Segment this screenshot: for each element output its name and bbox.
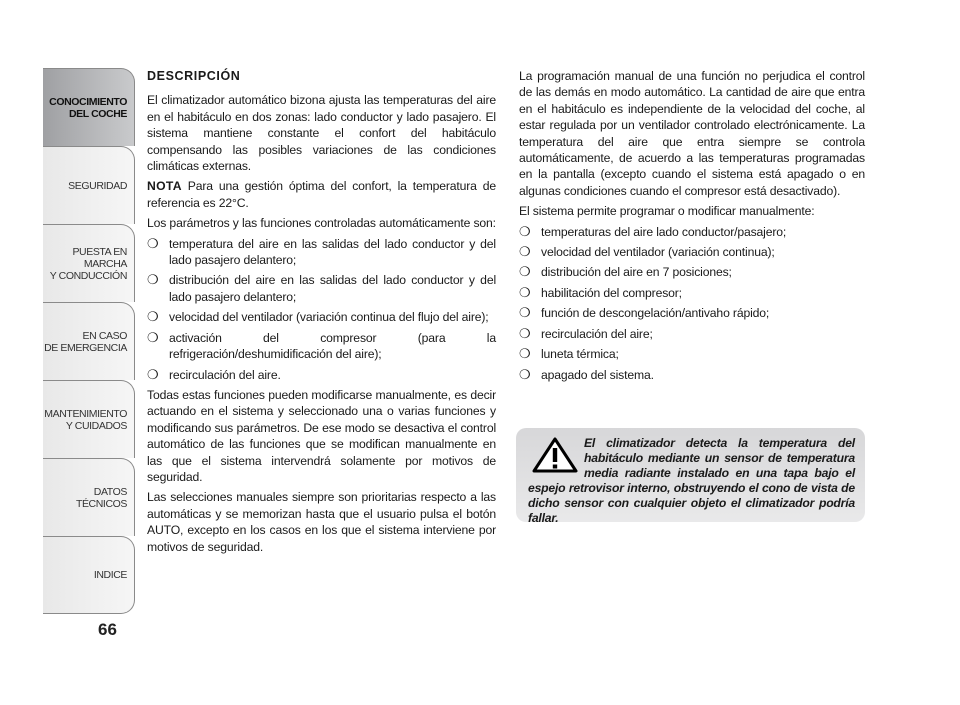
- list-item: ❍ distribución del aire en las salidas del lado conductor y del lado pasajero delantero;: [147, 272, 496, 304]
- auto-functions-list: [147, 236, 496, 383]
- tab-seguridad[interactable]: SEGURIDAD: [43, 146, 135, 224]
- tab-mantenimiento[interactable]: MANTENIMIENTO Y CUIDADOS: [43, 380, 135, 458]
- tab-en-caso-de-emergencia[interactable]: EN CASO DE EMERGENCIA: [43, 302, 135, 380]
- bullet-circle-icon: ❍: [519, 305, 531, 321]
- bullet-circle-icon: ❍: [519, 284, 531, 300]
- list-intro: El sistema permite programar o modificar manualmente:: [519, 204, 815, 219]
- bullet-circle-icon: ❍: [519, 366, 531, 382]
- bullet-circle-icon: ❍: [519, 244, 531, 260]
- bullet-circle-icon: ❍: [519, 346, 531, 362]
- warning-triangle-icon: [532, 437, 578, 473]
- tab-datos-tecnicos[interactable]: DATOS TÉCNICOS: [43, 458, 135, 536]
- params-intro: Los parámetros y las funciones controladas automáticamente son:: [147, 216, 496, 231]
- note-text: Para una gestión óptima del confort, la temperatura de referencia es 22°C.: [147, 179, 496, 210]
- bullet-circle-icon: ❍: [519, 223, 531, 239]
- list-item: ❍ temperatura del aire en las salidas del lado conductor y del lado pasajero delantero;: [147, 235, 496, 268]
- list-item: ❍ distribución del aire en 7 posiciones;: [519, 264, 732, 280]
- manual-mode-paragraph: Todas estas funciones pueden modificarse manualmente, es decir actuando en el sistema y seleccionado una o varias funciones y modificando sus parámetros. De ese modo se desactiva el control automático de las funciones que se modifican manualmente en las que el sistema intervendrá solamente por motivos de seguridad.: [147, 387, 496, 484]
- bullet-circle-icon: ❍: [519, 264, 531, 280]
- manual-functions-list: [519, 224, 865, 383]
- list-item: ❍ función de descongelación/antivaho rápido;: [519, 305, 770, 321]
- bullet-circle-icon: ❍: [147, 309, 159, 325]
- list-item: ❍ velocidad del ventilador (variación continua);: [519, 244, 775, 260]
- tab-puesta-en-marcha[interactable]: PUESTA EN MARCHA Y CONDUCCIÓN: [43, 224, 135, 302]
- list-item: ❍ apagado del sistema.: [519, 366, 654, 382]
- bullet-circle-icon: ❍: [147, 366, 159, 382]
- tab-conocimiento-del-coche[interactable]: CONOCIMIENTO DEL COCHE: [43, 68, 135, 146]
- right-column: [519, 68, 865, 387]
- list-item: ❍ activación del compresor (para la refrigeración/deshumidificación del aire);: [147, 329, 496, 362]
- tab-indice[interactable]: INDICE: [43, 536, 135, 614]
- note-label: NOTA: [147, 179, 182, 194]
- page-number: 66: [98, 620, 117, 639]
- list-item: ❍ temperaturas del aire lado conductor/pasajero;: [519, 223, 787, 239]
- section-tabs: [43, 68, 135, 614]
- note-paragraph: [147, 178, 496, 211]
- warning-text: El climatizador detecta la temperatura del habitáculo mediante un sensor de temperatura media radiante instalado en una tapa bajo el espejo retrovisor interno, obstruyendo el cono de vista de dicho sensor con cualquier objeto el climatizador podría fallar.: [528, 436, 855, 525]
- warning-box: [516, 428, 865, 525]
- list-item: ❍ habilitación del compresor;: [519, 284, 682, 300]
- section-heading: DESCRIPCIÓN: [147, 69, 241, 83]
- list-item: ❍ luneta térmica;: [519, 346, 619, 362]
- list-item: ❍ recirculación del aire;: [519, 325, 653, 341]
- bullet-circle-icon: ❍: [147, 235, 159, 251]
- left-column: [147, 68, 496, 559]
- priority-paragraph: Las selecciones manuales siempre son prioritarias respecto a las automáticas y se memorizan hasta que el usuario pulsa el botón AUTO, excepto en los casos en los que el sistema interviene por motivos de seguridad.: [147, 490, 496, 554]
- list-item: ❍ velocidad del ventilador (variación continua del flujo del aire);: [147, 309, 489, 325]
- manual-programming-paragraph: La programación manual de una función no perjudica el control de las demás en modo automático. La cantidad de aire que entra en el habitáculo es independiente de la velocidad del coche, al estar regulada por un ventilador controlado electrónicamente. La temperatura del aire que entra siempre se controla automáticamente, de acuerdo a las temperaturas programadas en la pantalla (excepto cuando el sistema está apagado o en algunas condiciones cuando el compresor está desactivado).: [519, 69, 865, 198]
- intro-paragraph: El climatizador automático bizona ajusta las temperaturas del aire en el habitáculo en dos zonas: lado conductor y lado pasajero. El sistema mantiene constante el confort del habitáculo compensando las posibles variaciones de las condiciones climáticas externas.: [147, 93, 496, 174]
- list-item: ❍ recirculación del aire.: [147, 366, 281, 382]
- bullet-circle-icon: ❍: [147, 272, 159, 288]
- bullet-circle-icon: ❍: [147, 329, 159, 345]
- bullet-circle-icon: ❍: [519, 325, 531, 341]
